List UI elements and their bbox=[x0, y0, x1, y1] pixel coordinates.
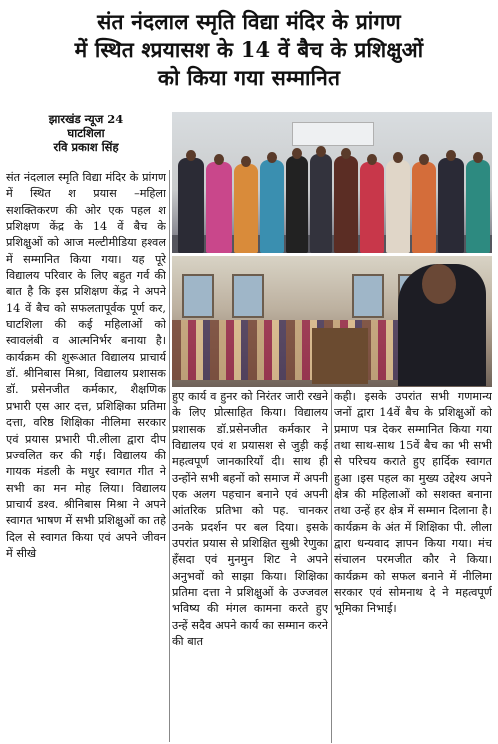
podium bbox=[312, 328, 368, 384]
audience bbox=[172, 320, 422, 380]
column-rule-1 bbox=[169, 170, 170, 742]
byline-place: घाटशिला bbox=[67, 126, 105, 140]
headline-line-3: को किया गया सम्मानित bbox=[157, 65, 341, 90]
headline-line-1: संत नंदलाल स्मृति विद्या मंदिर के प्रांगण bbox=[97, 9, 401, 34]
byline-source: झारखंड न्यूज 24 bbox=[48, 112, 124, 126]
column-rule-2 bbox=[331, 389, 332, 743]
column-1-text: संत नंदलाल स्मृति विद्या मंदिर के प्रांगण में स्थित श प्रयास –महिला सशक्तिकरण की ओर एक पहल श प्रशिक्षण केंद्र के 14 वें बैच के प्रशिक्षुओं को आज मल्टीमीडिया हश्वल में सम्मानित किया गया। यह पूरे विद्यालय परिवार के लिए बहुत गर्व की बात है कि इस प्रशिक्षण केंद्र ने अपने 14 वें बैच को सफलतापूर्वक पूर्ण कर, घाटशिला की कई महिलाओं को स्वावलंबी व आत्मनिर्भर बनाया है। कार्यक्रम की शुरूआत विद्यालय प्राचार्य डॉ. श्रीनिबास मिश्रा, विद्यालय प्रशासक डॉ. प्रसेनजीत कर्मकार, शैक्षणिक प्रभारी एस आर दत्त, प्रशिक्षिका प्रतिमा दत्ता, वरिष्ठ शिक्षिका नीलिमा सरकार एवं प्रयास प्रभारी पी.लीला द्वारा दीप प्रज्वलित कर की गई। विद्यालय की गायक मंडली के मधुर स्वागत गीत ने सभी का मन मोह लिया। विद्यालय प्राचार्य डश्व. श्रीनिबास मिश्रा ने अपने स्वागत भाषण में सभी प्रशिक्षुओं का तहे दिल से स्वागत किया एवं अपने जीवन में सीखे bbox=[6, 171, 166, 560]
headline-line-2: में स्थित श्प्रयासश के 14 वें बैच के प्रशिक्षुओं bbox=[74, 37, 424, 62]
article-column-3 bbox=[334, 389, 492, 743]
article-column-2 bbox=[172, 389, 328, 743]
group-photo bbox=[172, 112, 492, 253]
hall-photo bbox=[172, 256, 492, 387]
headline bbox=[0, 8, 498, 92]
projector-screen bbox=[292, 122, 374, 146]
article-column-1 bbox=[6, 170, 166, 742]
column-3-text: कही। इसके उपरांत सभी गणमान्य जनों द्वारा 14वें बैच के प्रशिक्षुओं को प्रमाण पत्र देकर सम्मानित किया गया तथा साथ-साथ 15वें बैच का भी सभी से परिचय कराते हुए हार्दिक स्वागत हुआ ।इस पहल का मुख्य उद्देश्य अपने क्षेत्र की महिलाओं को सशक्त बनाना तथा उन्हें हर क्षेत्र में सम्मान दिलाना है।कार्यक्रम के अंत में शिक्षिका पी. लीला द्वारा धन्यवाद ज्ञापन किया गया। मंच संचालन परमजीत कौर ने किया। कार्यक्रम को सफल बनाने में नीलिमा सरकार एवं सोमनाथ दे ने महत्वपूर्ण भूमिका निभाई। bbox=[334, 390, 492, 616]
byline bbox=[0, 112, 172, 154]
byline-author: रवि प्रकाश सिंह bbox=[53, 140, 119, 154]
column-2-text: हुए कार्य व हुनर को निरंतर जारी रखने के लिए प्रोत्साहित किया। विद्यालय प्रशासक डॉ.प्रसेनजीत कर्मकार ने विद्यालय एवं श प्रयासश से जुड़ी कई महत्वपूर्ण जानकारियाँ दी। साथ ही उन्होंने सभी बहनों को समाज में अपनी एक अलग पहचान बनाने एवं अपनी आंतरिक प्रतिभा को पह. चानकर उनके प्रदर्शन पर बल दिया। इसके उपरांत प्रयास से प्रशिक्षित सुश्री रेणुका हँसदा एवं मुनमुन शिट ने अपने अनुभवों को साझा किया। शिक्षिका प्रतिमा दत्ता ने प्रशिक्षुओं के उज्जवल भविष्य की मंगल कामना करते हुए उन्हें सदैव अपने कार्य का सम्मान करने की बात bbox=[172, 390, 328, 649]
